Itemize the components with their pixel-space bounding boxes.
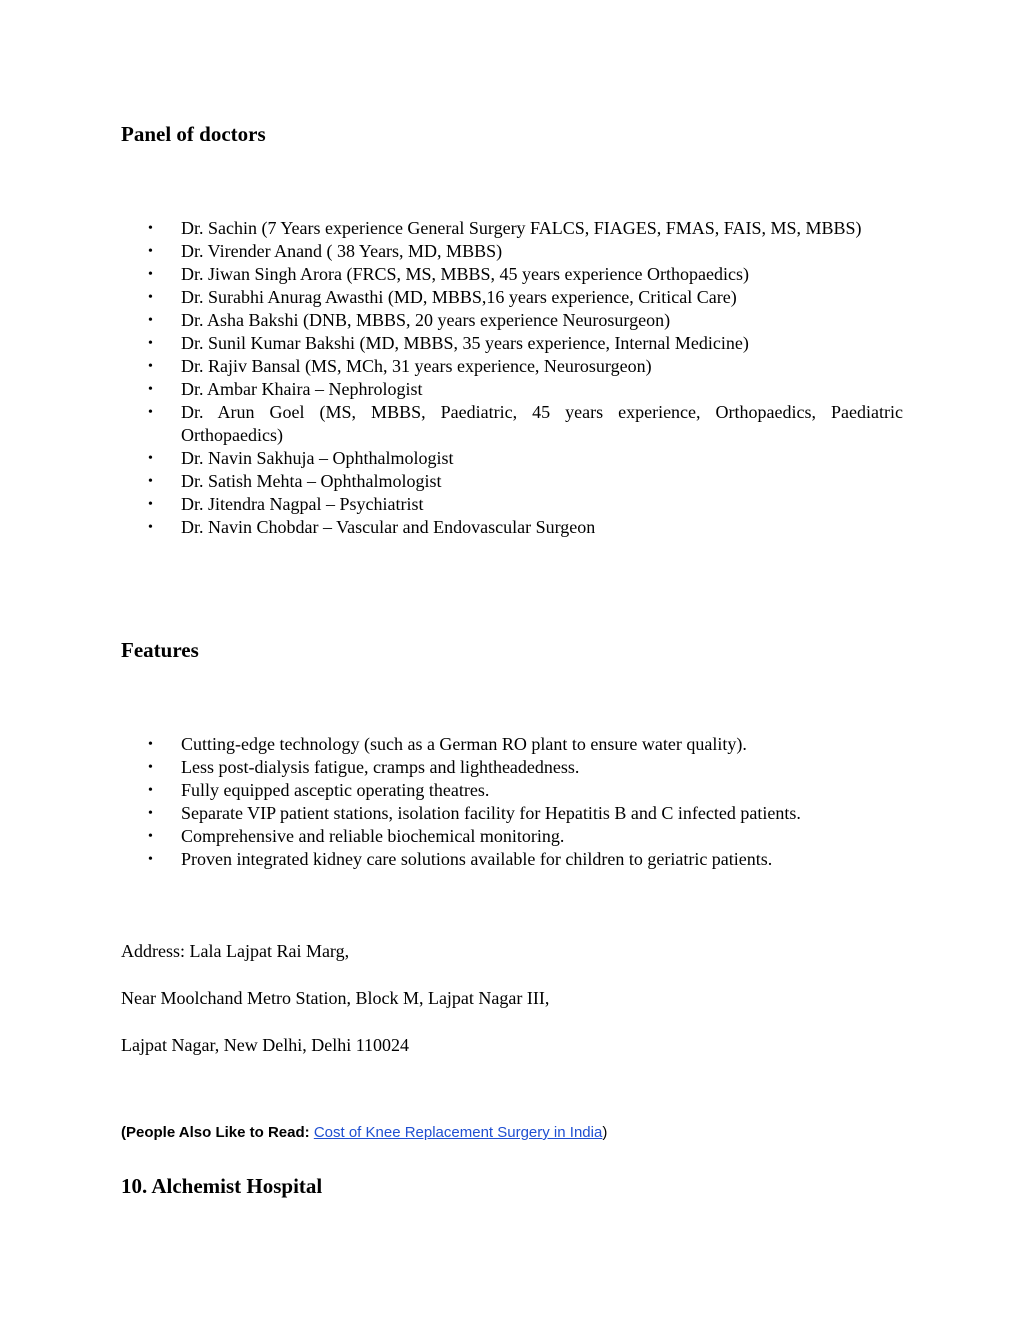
- panel-of-doctors-heading: Panel of doctors: [121, 122, 266, 146]
- bullet-icon: •: [148, 359, 153, 374]
- bullet-icon: •: [148, 497, 153, 512]
- bullet-icon: •: [148, 336, 153, 351]
- bullet-icon: •: [148, 244, 153, 259]
- list-item: • Dr. Rajiv Bansal (MS, MCh, 31 years experience, Neurosurgeon): [148, 356, 652, 376]
- bullet-icon: •: [148, 760, 153, 775]
- list-item: • Dr. Sunil Kumar Bakshi (MD, MBBS, 35 years experience, Internal Medicine): [148, 333, 749, 353]
- address-line-2: Near Moolchand Metro Station, Block M, Lajpat Nagar III,: [121, 988, 550, 1008]
- bullet-icon: •: [148, 382, 153, 397]
- list-item: • Less post-dialysis fatigue, cramps and lightheadedness.: [148, 757, 580, 777]
- knee-replacement-cost-link[interactable]: Cost of Knee Replacement Surgery in India: [313, 1124, 603, 1141]
- doctors-list: [121, 217, 903, 539]
- list-item: • Dr. Navin Chobdar – Vascular and Endovascular Surgeon: [148, 517, 596, 537]
- list-item: • Dr. Arun Goel (MS, MBBS, Paediatric, 45 years experience, Orthopaedics, Paediatric Orthopaedics): [148, 402, 903, 445]
- list-item: • Dr. Asha Bakshi (DNB, MBBS, 20 years experience Neurosurgeon): [148, 310, 671, 330]
- bullet-icon: •: [148, 806, 153, 821]
- features-heading: Features: [121, 638, 199, 662]
- bullet-icon: •: [148, 783, 153, 798]
- also-read-prefix: (People Also Like to Read:: [121, 1124, 314, 1141]
- list-item: • Dr. Ambar Khaira – Nephrologist: [148, 379, 423, 399]
- bullet-icon: •: [148, 829, 153, 844]
- bullet-icon: •: [148, 474, 153, 489]
- list-item: • Dr. Navin Sakhuja – Ophthalmologist: [148, 448, 454, 468]
- list-item: • Comprehensive and reliable biochemical monitoring.: [148, 826, 565, 846]
- list-item: • Dr. Surabhi Anurag Awasthi (MD, MBBS,16 years experience, Critical Care): [148, 287, 737, 307]
- list-item: • Dr. Jiwan Singh Arora (FRCS, MS, MBBS, 45 years experience Orthopaedics): [148, 264, 749, 284]
- address-line-1: Address: Lala Lajpat Rai Marg,: [121, 941, 350, 961]
- list-item: • Proven integrated kidney care solutions available for children to geriatric patients.: [148, 849, 773, 869]
- list-item: • Dr. Sachin (7 Years experience General Surgery FALCS, FIAGES, FMAS, FAIS, MS, MBBS): [148, 218, 862, 238]
- bullet-icon: •: [148, 313, 153, 328]
- address-line-3: Lajpat Nagar, New Delhi, Delhi 110024: [121, 1035, 410, 1055]
- list-item: • Dr. Jitendra Nagpal – Psychiatrist: [148, 494, 424, 514]
- alchemist-hospital-heading: 10. Alchemist Hospital: [121, 1174, 323, 1198]
- list-item: • Fully equipped asceptic operating theatres.: [148, 780, 490, 800]
- bullet-icon: •: [148, 221, 153, 236]
- features-list: [121, 733, 903, 871]
- bullet-icon: •: [148, 737, 153, 752]
- list-item: • Cutting-edge technology (such as a German RO plant to ensure water quality).: [148, 734, 747, 754]
- list-item: • Dr. Virender Anand ( 38 Years, MD, MBBS): [148, 241, 503, 261]
- bullet-icon: •: [148, 520, 153, 535]
- bullet-icon: •: [148, 290, 153, 305]
- bullet-icon: •: [148, 451, 153, 466]
- bullet-icon: •: [148, 852, 153, 867]
- bullet-icon: •: [148, 267, 153, 282]
- list-item: • Separate VIP patient stations, isolation facility for Hepatitis B and C infected patients.: [148, 803, 801, 823]
- also-read-note: [121, 1122, 607, 1144]
- bullet-icon: •: [148, 405, 153, 420]
- also-read-suffix: ): [602, 1124, 608, 1141]
- list-item: • Dr. Satish Mehta – Ophthalmologist: [148, 471, 442, 491]
